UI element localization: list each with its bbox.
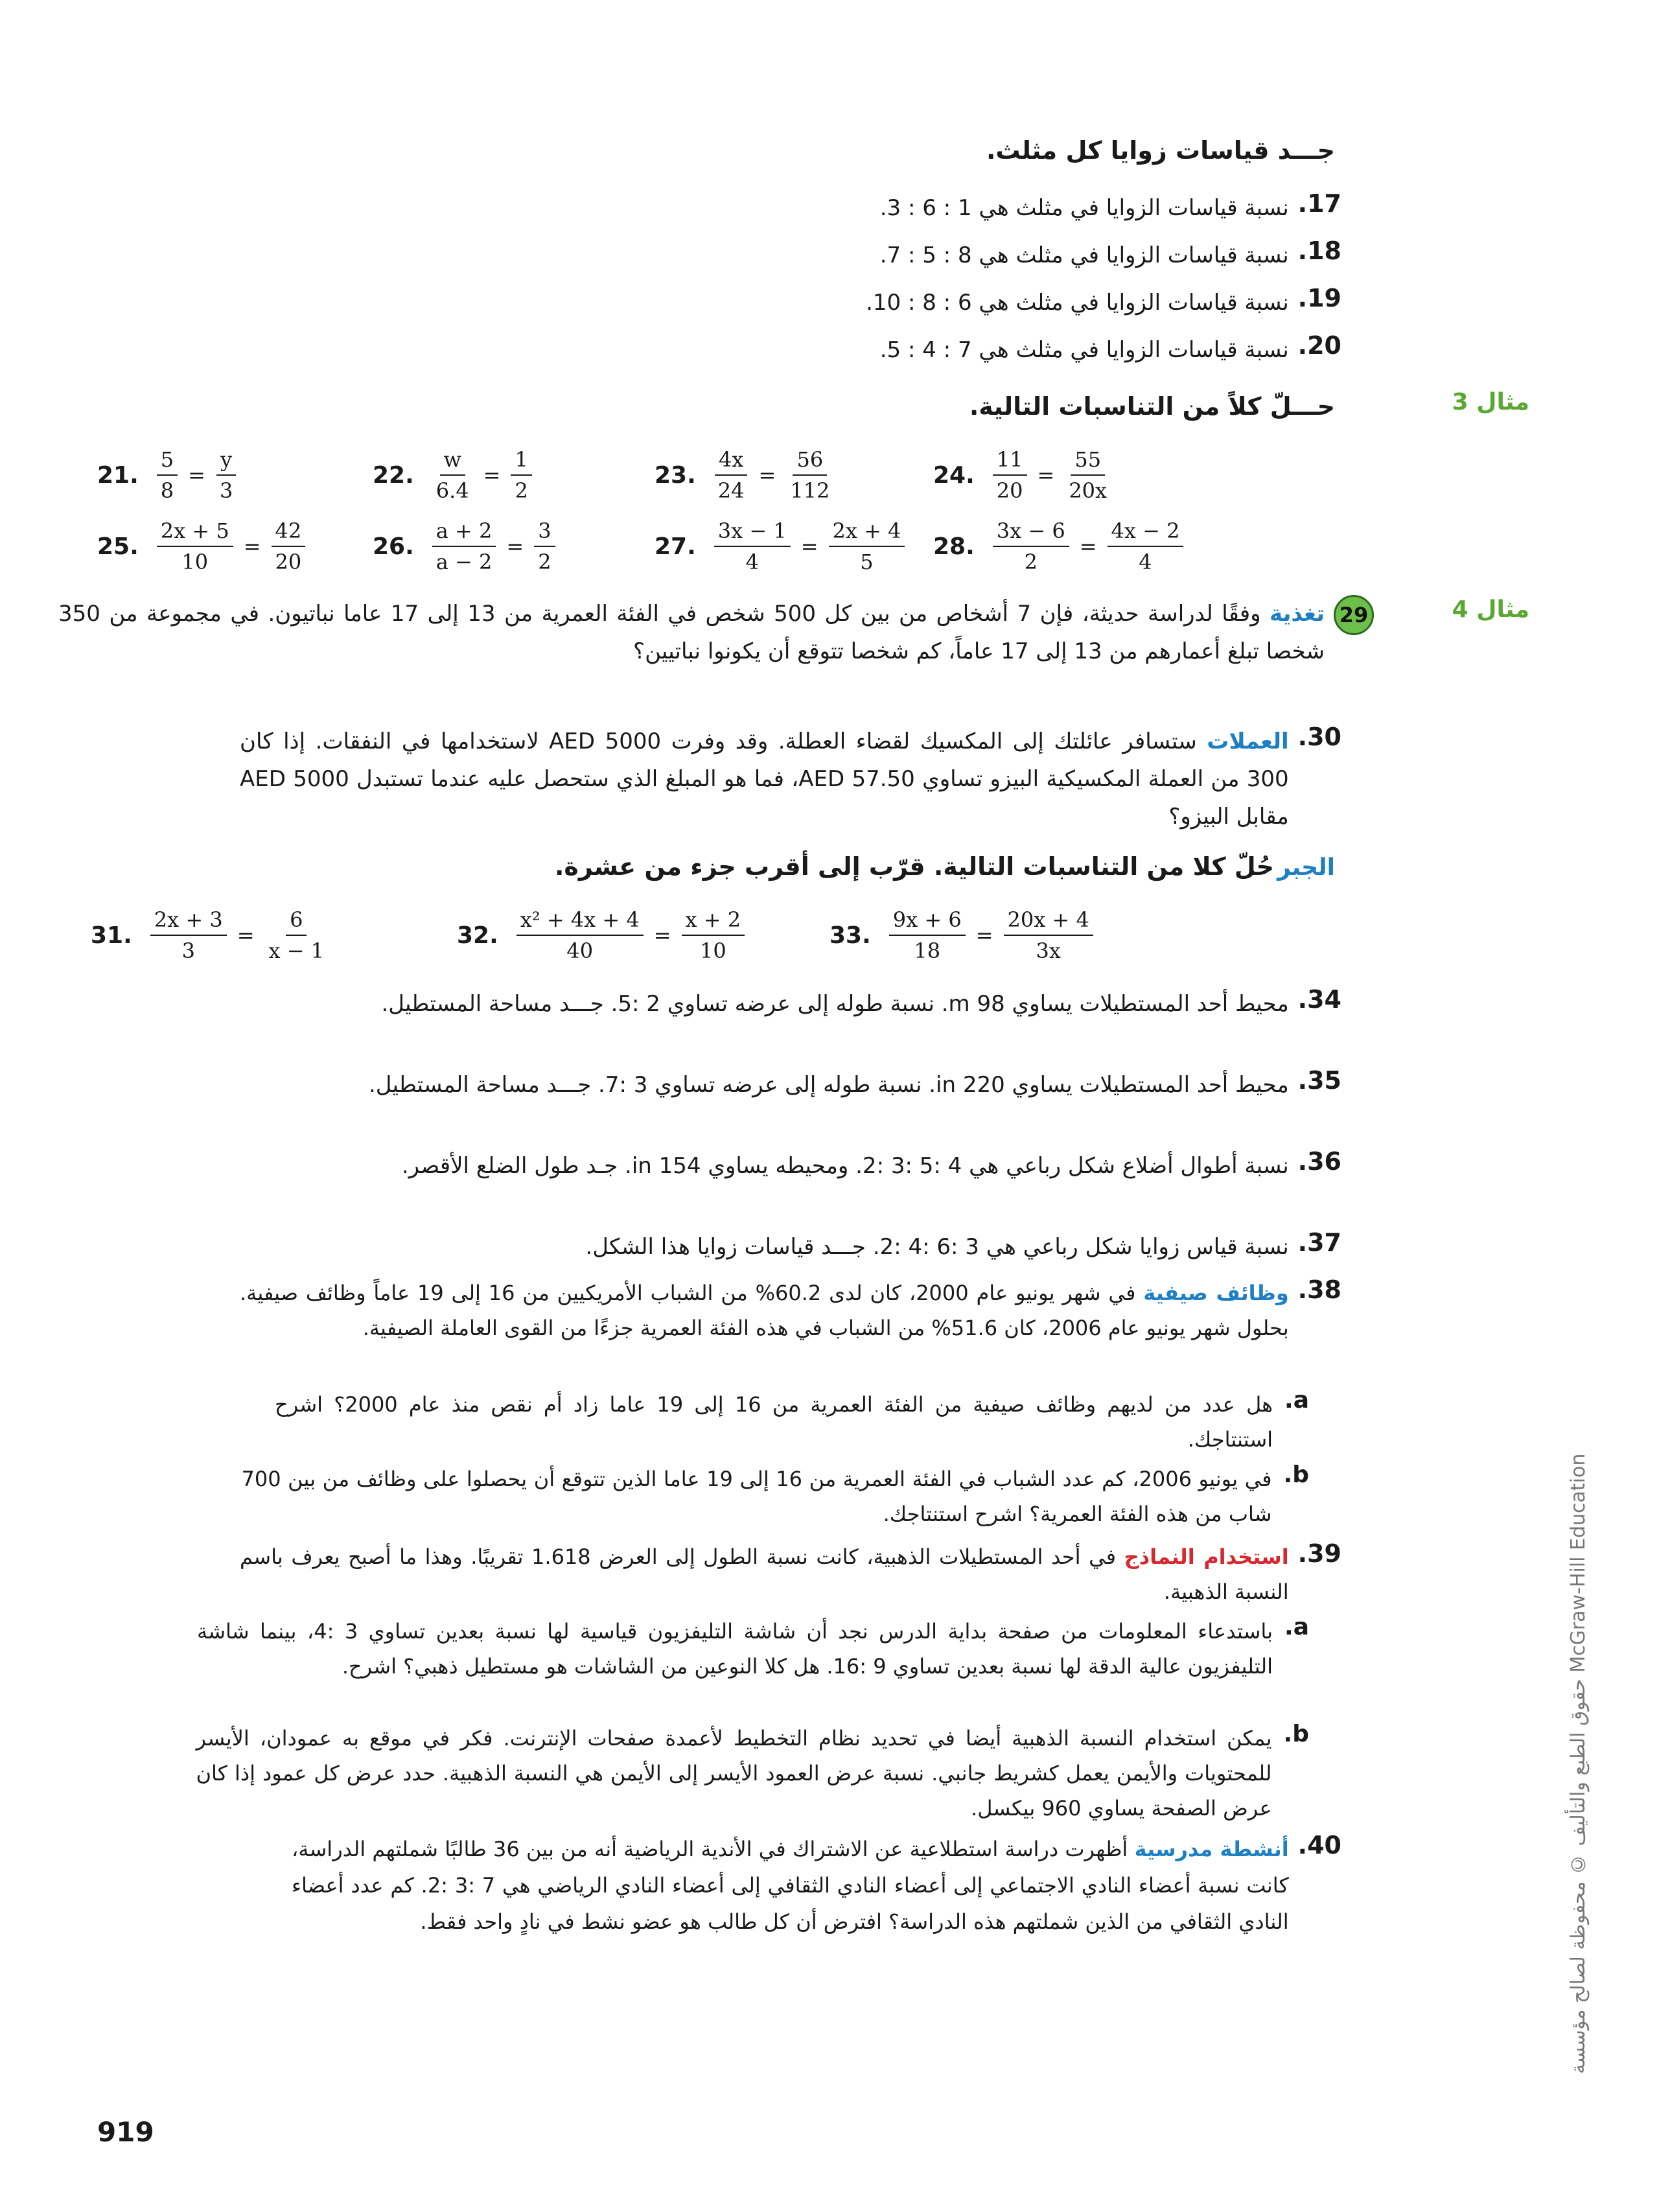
- question-number: .20: [1297, 331, 1341, 360]
- question-18: [693, 237, 1341, 274]
- question-text: نسبة قياسات الزوايا في مثلث هي 6 : 8 : 10.: [866, 290, 1289, 316]
- question-30: [240, 723, 1341, 835]
- equals-sign: =: [243, 534, 261, 559]
- denominator: 3: [181, 938, 195, 963]
- heading-proportions: حـــلّ كلاً من التناسبات التالية.: [969, 392, 1335, 421]
- equation-27: [655, 518, 910, 574]
- question-39: [240, 1539, 1341, 1609]
- page-number: 919: [97, 2116, 154, 2148]
- question-text: نسبة قياس زوايا شكل رباعي هي 3 :6 :4 :2. جـــد قياسات زوايا هذا الشكل.: [585, 1234, 1289, 1260]
- topic-label: وظائف صيفية: [1143, 1281, 1289, 1305]
- denominator: 3x: [1036, 938, 1061, 963]
- question-text: نسبة قياسات الزوايا في مثلث هي 1 : 6 : 3.: [879, 195, 1289, 221]
- question-body: في أحد المستطيلات الذهبية، كانت نسبة الطول إلى العرض 1.618 تقريبًا. وهذا ما أصبح يعرف باسم النسبة الذهبية.: [240, 1544, 1289, 1604]
- question-number: 21.: [97, 461, 139, 489]
- question-number: .18: [1297, 237, 1341, 265]
- numerator: 4x: [715, 447, 747, 476]
- equation-22: [373, 447, 537, 503]
- numerator: 20x + 4: [1004, 907, 1093, 936]
- question-number: .30: [1297, 723, 1341, 751]
- question-number: 33.: [830, 922, 871, 949]
- numerator: 2x + 3: [150, 907, 227, 936]
- question-body: في شهر يونيو عام 2000، كان لدى 60.2% من الشباب الأمريكيين من 16 إلى 19 عاماً وظائف صيفية. بحلول شهر يونيو عام 2006، كان 51.6% من الشباب في هذه الفئة العمرية جزءًا من القوى العاملة الصيفية.: [240, 1281, 1289, 1340]
- question-text: [58, 595, 1325, 670]
- numerator: x + 2: [682, 907, 745, 936]
- part-text: باستدعاء المعلومات من صفحة بداية الدرس نجد أن شاشة التليفزيون قياسية لها نسبة بعدين تساوي 3 :4، بينما شاشة التليفزيون عالية الدقة لها نسبة بعدين تساوي 9 :16. هل كلا النوعين من الشاشات هو مستطيل ذهبي؟ اشرح.: [197, 1619, 1273, 1679]
- denominator: 4: [745, 550, 759, 574]
- question-number: 23.: [655, 461, 696, 489]
- denominator: 20: [275, 550, 302, 574]
- equals-sign: =: [1037, 463, 1055, 487]
- numerator: 42: [272, 518, 306, 547]
- denominator: 8: [160, 478, 174, 503]
- question-17: [693, 189, 1341, 227]
- denominator: 2: [538, 550, 551, 574]
- equals-sign: =: [1079, 534, 1097, 559]
- question-text: نسبة قياسات الزوايا في مثلث هي 7 : 4 : 5.: [879, 337, 1289, 363]
- example-3-label: مثال 3: [1452, 389, 1529, 415]
- equation-25: [97, 518, 310, 574]
- question-35: [324, 1066, 1341, 1104]
- denominator: x − 1: [268, 938, 325, 963]
- question-29: [58, 595, 1374, 670]
- question-38-part-a: [272, 1387, 1309, 1457]
- question-text: محيط أحد المستطيلات يساوي 98 m. نسبة طوله إلى عرضه تساوي 2 :5. جـــد مساحة المستطيل.: [381, 991, 1289, 1017]
- denominator: 24: [717, 478, 745, 503]
- numerator: 3: [534, 518, 555, 547]
- equation-24: [933, 447, 1116, 503]
- denominator: 112: [790, 478, 830, 503]
- numerator: 9x + 6: [889, 907, 966, 936]
- question-number: .40: [1297, 1831, 1341, 1859]
- question-number: .37: [1297, 1228, 1341, 1257]
- topic-label: تغذية: [1270, 601, 1325, 627]
- question-text: [240, 1539, 1289, 1609]
- algebra-heading: [363, 852, 1335, 881]
- equals-sign: =: [506, 534, 524, 559]
- numerator: 6: [286, 907, 307, 936]
- equation-31: [91, 907, 333, 963]
- numerator: 4x − 2: [1108, 518, 1184, 547]
- question-34: [337, 985, 1341, 1023]
- numerator: a + 2: [432, 518, 496, 547]
- question-number: 27.: [655, 533, 696, 560]
- question-38-part-b: [240, 1461, 1309, 1531]
- denominator: 20x: [1069, 478, 1108, 503]
- heading-algebra: حُلّ كلا من التناسبات التالية. قرّب إلى أقرب جزء من عشرة.: [554, 852, 1274, 881]
- question-number-badge: 29: [1334, 595, 1374, 635]
- question-body: ستسافر عائلتك إلى المكسيك لقضاء العطلة. وقد وفرت AED 5000 لاستخدامها في النفقات. إذا كان 300 من العملة المكسيكية البيزو تساوي AED 57.50، فما هو المبلغ الذي ستحصل عليه عندما تستبدل AED 5000 مقابل البيزو؟: [240, 728, 1289, 830]
- heading-angles: جـــد قياسات زوايا كل مثلث.: [986, 136, 1335, 165]
- copyright-side-text: حقوق الطبع والتأليف © محفوظة لصالح مؤسسة McGraw-Hill Education: [1567, 1453, 1590, 2074]
- equation-26: [373, 518, 561, 574]
- topic-label: استخدام النماذج: [1124, 1544, 1289, 1569]
- question-36: [272, 1147, 1341, 1185]
- part-letter: .b: [1283, 1721, 1309, 1747]
- numerator: 11: [993, 447, 1027, 476]
- part-letter: .b: [1283, 1461, 1309, 1488]
- question-number: 28.: [933, 533, 975, 560]
- equals-sign: =: [653, 923, 671, 948]
- equation-33: [830, 907, 1098, 963]
- question-37: [272, 1228, 1341, 1266]
- denominator: 10: [699, 938, 726, 963]
- denominator: 6.4: [435, 478, 469, 503]
- denominator: 5: [860, 550, 874, 574]
- question-number: 24.: [933, 461, 975, 489]
- equation-21: [97, 447, 242, 503]
- question-text: نسبة أطوال أضلاع شكل رباعي هي 4 :5 :3 :2. ومحيطه يساوي 154 in. جـد طول الضلع الأقصر.: [401, 1153, 1289, 1179]
- denominator: a − 2: [435, 550, 493, 574]
- question-number: .35: [1297, 1066, 1341, 1095]
- question-text: محيط أحد المستطيلات يساوي 220 in. نسبة طوله إلى عرضه تساوي 3 :7. جـــد مساحة المستطيل.: [368, 1072, 1289, 1098]
- equals-sign: =: [758, 463, 776, 487]
- denominator: 4: [1139, 550, 1152, 574]
- denominator: 40: [566, 938, 594, 963]
- question-text: [240, 723, 1289, 835]
- numerator: x² + 4x + 4: [516, 907, 644, 936]
- example-4-label: مثال 4: [1452, 596, 1529, 623]
- question-number: 32.: [457, 922, 498, 949]
- question-39-part-b: [194, 1721, 1309, 1826]
- question-body: أظهرت دراسة استطلاعية عن الاشتراك في الأندية الرياضية أنه من بين 36 طالبًا شملتهم الدراسة، كانت نسبة أعضاء النادي الاجتماعي إلى أعضاء النادي الثقافي إلى أعضاء النادي الرياضي هي 7 :3 :2. كم عدد أعضاء النادي الثقافي من الذين شملتهم هذه الدراسة؟ افترض أن كل طالب هو عضو نشط في نادٍ واحد فقط.: [292, 1837, 1289, 1934]
- question-number: .39: [1297, 1539, 1341, 1568]
- topic-label: أنشطة مدرسية: [1134, 1837, 1289, 1861]
- question-38: [240, 1275, 1341, 1345]
- question-19: [693, 284, 1341, 321]
- part-letter: .a: [1284, 1614, 1309, 1640]
- denominator: 10: [181, 550, 209, 574]
- denominator: 18: [914, 938, 941, 963]
- numerator: 3x − 1: [714, 518, 791, 547]
- equals-sign: =: [188, 463, 205, 487]
- question-number: .38: [1297, 1275, 1341, 1304]
- numerator: 2x + 4: [829, 518, 905, 547]
- numerator: 2x + 5: [157, 518, 233, 547]
- equals-sign: =: [800, 534, 818, 559]
- denominator: 3: [219, 478, 233, 503]
- question-text: [240, 1275, 1289, 1345]
- question-number: 22.: [373, 461, 414, 489]
- question-20: [693, 331, 1341, 369]
- question-number: .34: [1297, 985, 1341, 1014]
- equals-sign: =: [975, 923, 993, 948]
- part-text: هل عدد من لديهم وظائف صيفية من الفئة العمرية من 16 إلى 19 عاما زاد أم نقص منذ عام 2000؟ اشرح استنتاجك.: [275, 1392, 1273, 1452]
- question-number: .36: [1297, 1147, 1341, 1176]
- question-text: نسبة قياسات الزوايا في مثلث هي 8 : 5 : 7.: [879, 242, 1289, 268]
- numerator: w: [440, 447, 465, 476]
- denominator: 2: [515, 478, 528, 503]
- question-number: 25.: [97, 533, 139, 560]
- topic-label: العملات: [1207, 728, 1289, 754]
- question-number: 26.: [373, 533, 414, 560]
- question-text: [292, 1831, 1289, 1940]
- numerator: 56: [793, 447, 827, 476]
- numerator: 55: [1071, 447, 1105, 476]
- part-text: في يونيو 2006، كم عدد الشباب في الفئة العمرية من 16 إلى 19 عاما الذين تتوقع أن يحصلوا على وظائف من بين 700 شاب من هذه الفئة العمرية؟ اشرح استنتاجك.: [241, 1467, 1272, 1526]
- part-letter: .a: [1284, 1387, 1309, 1414]
- equation-28: [933, 518, 1189, 574]
- question-39-part-a: [194, 1614, 1309, 1684]
- question-40: [292, 1831, 1341, 1940]
- numerator: 1: [511, 447, 531, 476]
- algebra-label: الجبر: [1277, 854, 1335, 881]
- numerator: y: [216, 447, 236, 476]
- part-text: يمكن استخدام النسبة الذهبية أيضا في تحديد نظام التخطيط لأعمدة صفحات الإنترنت. فكر في موقع به عمودان، الأيسر للمحتويات والأيمن يعمل كشريط جانبي. نسبة عرض العمود الأيسر إلى الأيمن هي النسبة الذهبية. حدد عرض كل عمود إذا كان عرض الصفحة يساوي 960 بيكسل.: [196, 1726, 1272, 1821]
- equals-sign: =: [237, 923, 255, 948]
- equation-23: [655, 447, 839, 503]
- question-number: 31.: [91, 922, 132, 949]
- denominator: 20: [996, 478, 1023, 503]
- numerator: 3x − 6: [993, 518, 1069, 547]
- numerator: 5: [157, 447, 178, 476]
- equation-32: [457, 907, 750, 963]
- equals-sign: =: [483, 463, 501, 487]
- denominator: 2: [1024, 550, 1038, 574]
- question-number: .17: [1297, 189, 1341, 218]
- question-number: .19: [1297, 284, 1341, 312]
- question-body: وفقًا لدراسة حديثة، فإن 7 أشخاص من بين كل 500 شخص في الفئة العمرية من 13 إلى 17 عاما نباتيون. في مجموعة من 350 شخصا تبلغ أعمارهم من 13 إلى 17 عاماً، كم شخصا تتوقع أن يكونوا نباتيين؟: [58, 601, 1325, 664]
